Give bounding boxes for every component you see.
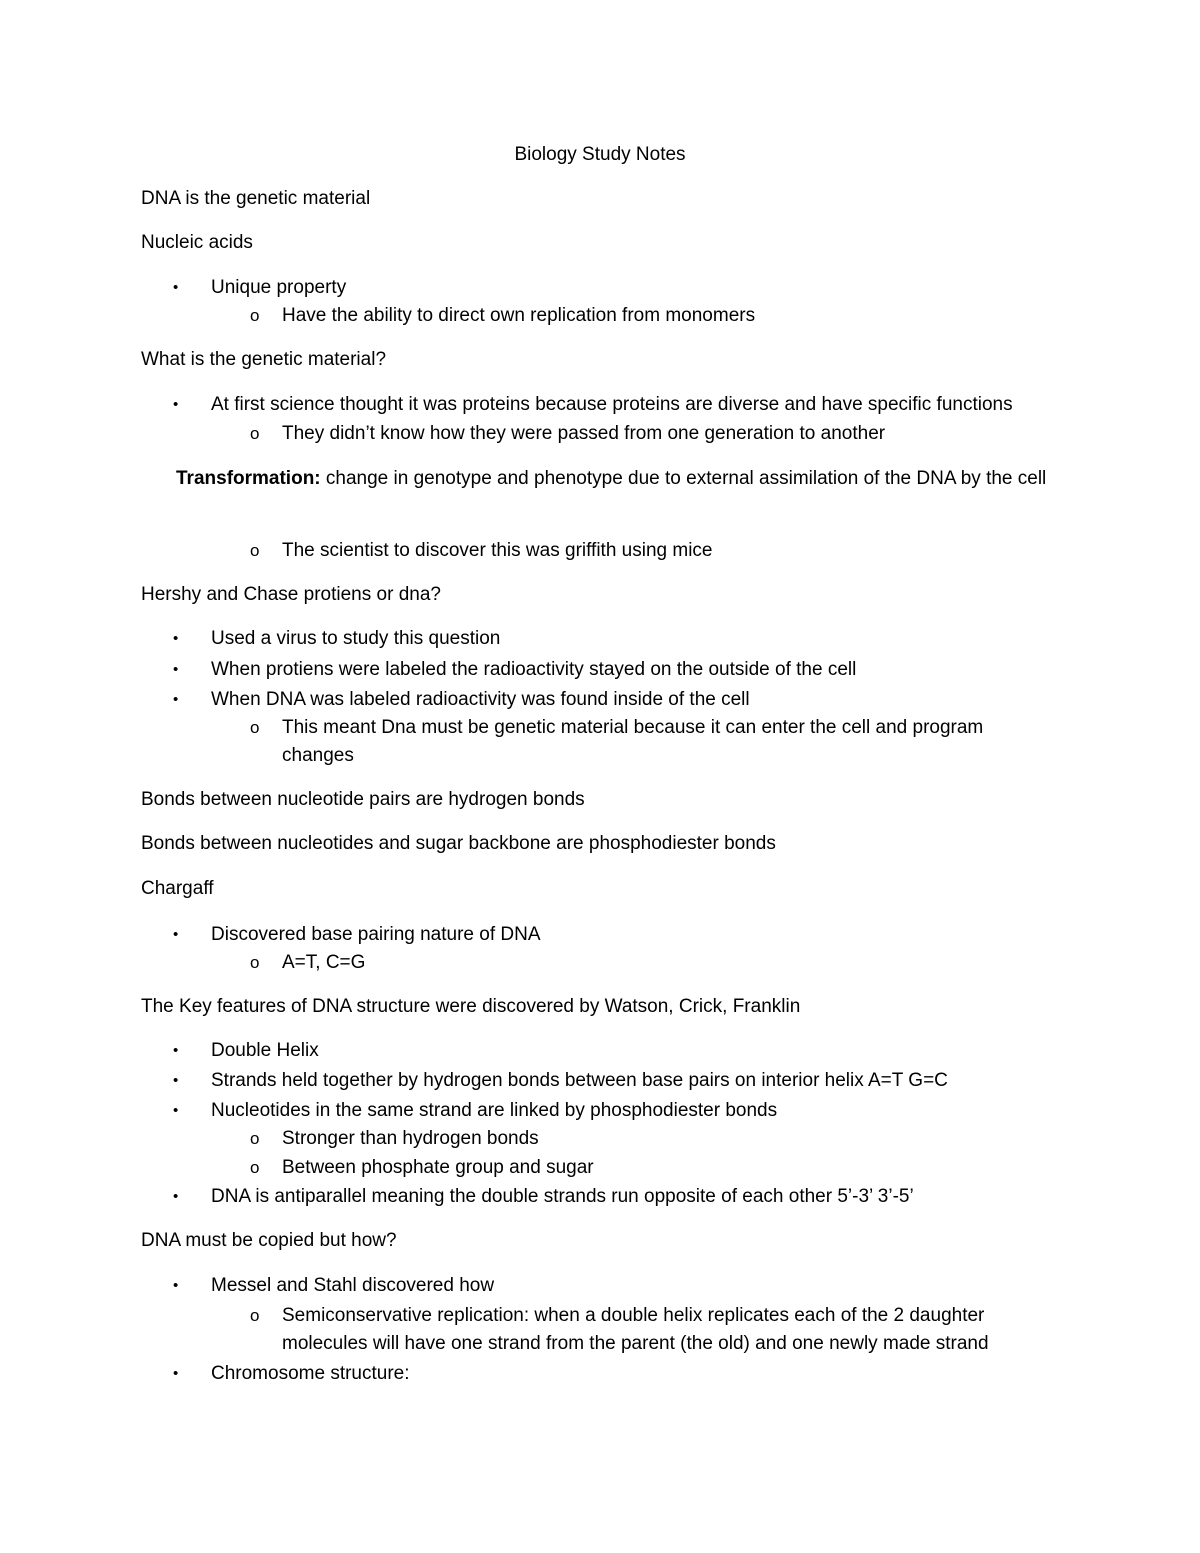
definition-paragraph [176, 465, 1061, 493]
bullet-item: DNA is antiparallel meaning the double strands run opposite of each other 5’-3’ 3’-5’ [211, 1186, 914, 1207]
sub-bullet-item: Semiconservative replication: when a double helix replicates each of the 2 daughter molecules will have one strand from the parent (the old) and one newly made strand [282, 1305, 989, 1354]
definition-term: Transformation: [176, 468, 321, 489]
bullet-marker: • [173, 279, 179, 296]
sub-bullet-marker: o [250, 1129, 260, 1148]
sub-bullet-item: Between phosphate group and sugar [282, 1157, 594, 1178]
paragraph: The Key features of DNA structure were discovered by Watson, Crick, Franklin [141, 996, 801, 1017]
definition-text: change in genotype and phenotype due to external assimilation of the DNA by the cell [320, 468, 1047, 489]
bullet-item: Chromosome structure: [211, 1363, 410, 1384]
sub-bullet-item: Have the ability to direct own replication from monomers [282, 305, 756, 326]
paragraph: Nucleic acids [141, 232, 253, 253]
bullet-marker: • [173, 661, 179, 678]
bullet-marker: • [173, 396, 179, 413]
bullet-marker: • [173, 1072, 179, 1089]
bullet-marker: • [173, 926, 179, 943]
sub-bullet-marker: o [250, 541, 260, 560]
sub-bullet-item: A=T, C=G [282, 952, 366, 973]
bullet-item: Unique property [211, 277, 347, 298]
bullet-marker: • [173, 1365, 179, 1382]
sub-bullet-item: The scientist to discover this was griffith using mice [282, 540, 713, 561]
paragraph: DNA must be copied but how? [141, 1230, 397, 1251]
paragraph: Bonds between nucleotide pairs are hydrogen bonds [141, 789, 585, 810]
bullet-marker: • [173, 1102, 179, 1119]
bullet-marker: • [173, 691, 179, 708]
sub-bullet-item: This meant Dna must be genetic material because it can enter the cell and program changes [282, 717, 984, 766]
bullet-marker: • [173, 630, 179, 647]
sub-bullet-marker: o [250, 1306, 260, 1325]
bullet-item: Messel and Stahl discovered how [211, 1275, 495, 1296]
bullet-item: When protiens were labeled the radioactivity stayed on the outside of the cell [211, 659, 857, 680]
bullet-item: Double Helix [211, 1040, 319, 1061]
sub-bullet-marker: o [250, 306, 260, 325]
bullet-item: Used a virus to study this question [211, 628, 501, 649]
sub-bullet-item: Stronger than hydrogen bonds [282, 1128, 539, 1149]
bullet-item: At first science thought it was proteins because proteins are diverse and have specific functions [211, 394, 1013, 415]
sub-bullet-marker: o [250, 953, 260, 972]
paragraph: DNA is the genetic material [141, 188, 371, 209]
sub-bullet-marker: o [250, 424, 260, 443]
paragraph: Chargaff [141, 878, 214, 899]
bullet-marker: • [173, 1188, 179, 1205]
bullet-item: Discovered base pairing nature of DNA [211, 924, 541, 945]
bullet-item: Strands held together by hydrogen bonds between base pairs on interior helix A=T G=C [211, 1070, 948, 1091]
bullet-item: When DNA was labeled radioactivity was found inside of the cell [211, 689, 750, 710]
document-title: Biology Study Notes [514, 144, 686, 165]
sub-bullet-marker: o [250, 718, 260, 737]
bullet-marker: • [173, 1042, 179, 1059]
bullet-item: Nucleotides in the same strand are linked by phosphodiester bonds [211, 1100, 778, 1121]
bullet-marker: • [173, 1277, 179, 1294]
paragraph: Bonds between nucleotides and sugar backbone are phosphodiester bonds [141, 833, 776, 854]
sub-bullet-item: They didn’t know how they were passed from one generation to another [282, 423, 886, 444]
paragraph: Hershy and Chase protiens or dna? [141, 584, 441, 605]
sub-bullet-marker: o [250, 1158, 260, 1177]
paragraph: What is the genetic material? [141, 349, 387, 370]
